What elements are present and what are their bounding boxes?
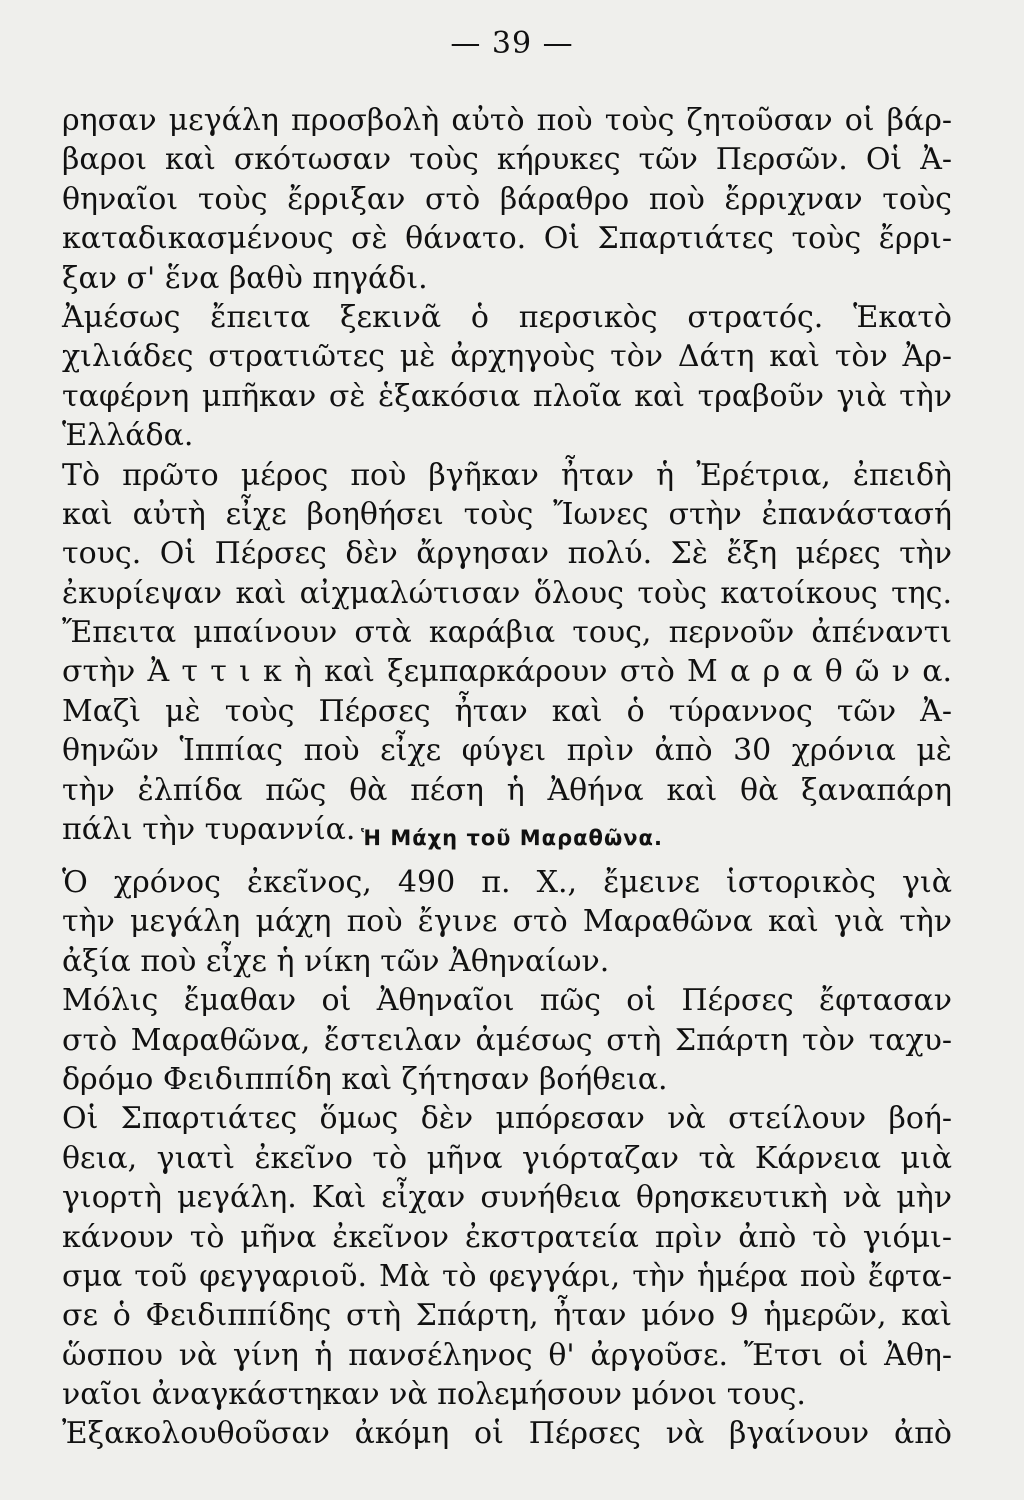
text-line: Ἑλλάδα. bbox=[62, 418, 194, 454]
text-block-top bbox=[62, 101, 952, 849]
text-line: ταφέρνη μπῆκαν σὲ ἑξακόσια πλοῖα καὶ τραβοῦν γιὰ τὴν bbox=[62, 378, 952, 414]
text-line: Ἀμέσως ἔπειτα ξεκινᾶ ὁ περσικὸς στρατός. Ἑκατὸ bbox=[62, 299, 952, 335]
text-line: Οἱ Σπαρτιάτες ὅμως δὲν μπόρεσαν νὰ στείλουν βοή- bbox=[62, 1101, 952, 1137]
text-line: σε ὁ Φειδιππίδης στὴ Σπάρτη, ἦταν μόνο 9 ἡμερῶν, καὶ bbox=[62, 1298, 952, 1334]
text-line: Ἔπειτα μπαίνουν στὰ καράβια τους, περνοῦν ἀπέναντι bbox=[62, 615, 952, 651]
text-line: στὴν Ἀ τ τ ι κ ὴ καὶ ξεμπαρκάρουν στὸ Μ α ρ α θ ῶ ν α. bbox=[62, 654, 952, 690]
text-line: Ἐξακολουθοῦσαν ἀκόμη οἱ Πέρσες νὰ βγαίνουν ἀπὸ bbox=[62, 1416, 952, 1452]
text-line: πάλι τὴν τυραννία. bbox=[62, 812, 356, 848]
text-line: σμα τοῦ φεγγαριοῦ. Μὰ τὸ φεγγάρι, τὴν ἡμέρα ποὺ ἔφτα- bbox=[62, 1258, 952, 1294]
text-line: τους. Οἱ Πέρσες δὲν ἄργησαν πολύ. Σὲ ἔξη μέρες τὴν bbox=[62, 536, 952, 572]
page-number: — 39 — bbox=[450, 26, 574, 61]
text-line: Μαζὶ μὲ τοὺς Πέρσες ἦταν καὶ ὁ τύραννος τῶν Ἀ- bbox=[62, 693, 952, 729]
text-line: γιορτὴ μεγάλη. Καὶ εἶχαν συνήθεια θρησκευτικὴ νὰ μὴν bbox=[62, 1180, 952, 1216]
text-line: ἐκυρίεψαν καὶ αἰχμαλώτισαν ὅλους τοὺς κατοίκους της. bbox=[62, 575, 952, 611]
text-line: ρησαν μεγάλη προσβολὴ αὐτὸ ποὺ τοὺς ζητοῦσαν οἱ βάρ- bbox=[62, 103, 952, 138]
text-line: Μόλις ἔμαθαν οἱ Ἀθηναῖοι πῶς οἱ Πέρσες ἔφτασαν bbox=[62, 983, 952, 1019]
text-line: θηνῶν Ἱππίας ποὺ εἶχε φύγει πρὶν ἀπὸ 30 χρόνια μὲ bbox=[62, 733, 952, 769]
text-line: ὥσπου νὰ γίνη ἡ πανσέληνος θ' ἀργοῦσε. Ἔτσι οἱ Ἀθη- bbox=[62, 1337, 952, 1373]
text-line: ναῖοι ἀναγκάστηκαν νὰ πολεμήσουν μόνοι τους. bbox=[62, 1377, 806, 1413]
text-line: καὶ αὐτὴ εἶχε βοηθήσει τοὺς Ἴωνες στὴν ἐπανάστασή bbox=[62, 496, 952, 532]
text-line: τὴν ἐλπίδα πῶς θὰ πέση ἡ Ἀθήνα καὶ θὰ ξαναπάρη bbox=[62, 772, 952, 808]
text-line: βαροι καὶ σκότωσαν τοὺς κήρυκες τῶν Περσῶν. Οἱ Ἀ- bbox=[62, 142, 952, 178]
text-line: δρόμο Φειδιππίδη καὶ ζήτησαν βοήθεια. bbox=[62, 1061, 668, 1097]
text-line: στὸ Μαραθῶνα, ἔστειλαν ἀμέσως στὴ Σπάρτη τὸν ταχυ- bbox=[62, 1022, 952, 1058]
text-block-bottom bbox=[62, 863, 952, 1454]
text-line: τὴν μεγάλη μάχη ποὺ ἔγινε στὸ Μαραθῶνα καὶ γιὰ τὴν bbox=[62, 904, 952, 940]
text-line: καταδικασμένους σὲ θάνατο. Οἱ Σπαρτιάτες τοὺς ἔρρι- bbox=[62, 221, 952, 257]
section-heading: Ἡ Μάχη τοῦ Μαραθῶνα. bbox=[361, 826, 663, 850]
text-line: θεια, γιατὶ ἐκεῖνο τὸ μῆνα γιόρταζαν τὰ Κάρνεια μιὰ bbox=[62, 1140, 952, 1176]
text-line: κάνουν τὸ μῆνα ἐκεῖνον ἐκστρατεία πρὶν ἀπὸ τὸ γιόμι- bbox=[62, 1219, 952, 1255]
text-line: θηναῖοι τοὺς ἔρριξαν στὸ βάραθρο ποὺ ἔρριχναν τοὺς bbox=[62, 181, 952, 217]
text-line: Τὸ πρῶτο μέρος ποὺ βγῆκαν ἦταν ἡ Ἐρέτρια, ἐπειδὴ bbox=[62, 457, 952, 493]
text-line: ξαν σ' ἕνα βαθὺ πηγάδι. bbox=[62, 260, 428, 296]
text-line: ἀξία ποὺ εἶχε ἡ νίκη τῶν Ἀθηναίων. bbox=[62, 943, 610, 979]
text-line: χιλιάδες στρατιῶτες μὲ ἀρχηγοὺς τὸν Δάτη καὶ τὸν Ἀρ- bbox=[62, 339, 952, 375]
text-line: Ὁ χρόνος ἐκεῖνος, 490 π. Χ., ἔμεινε ἱστορικὸς γιὰ bbox=[62, 865, 952, 900]
